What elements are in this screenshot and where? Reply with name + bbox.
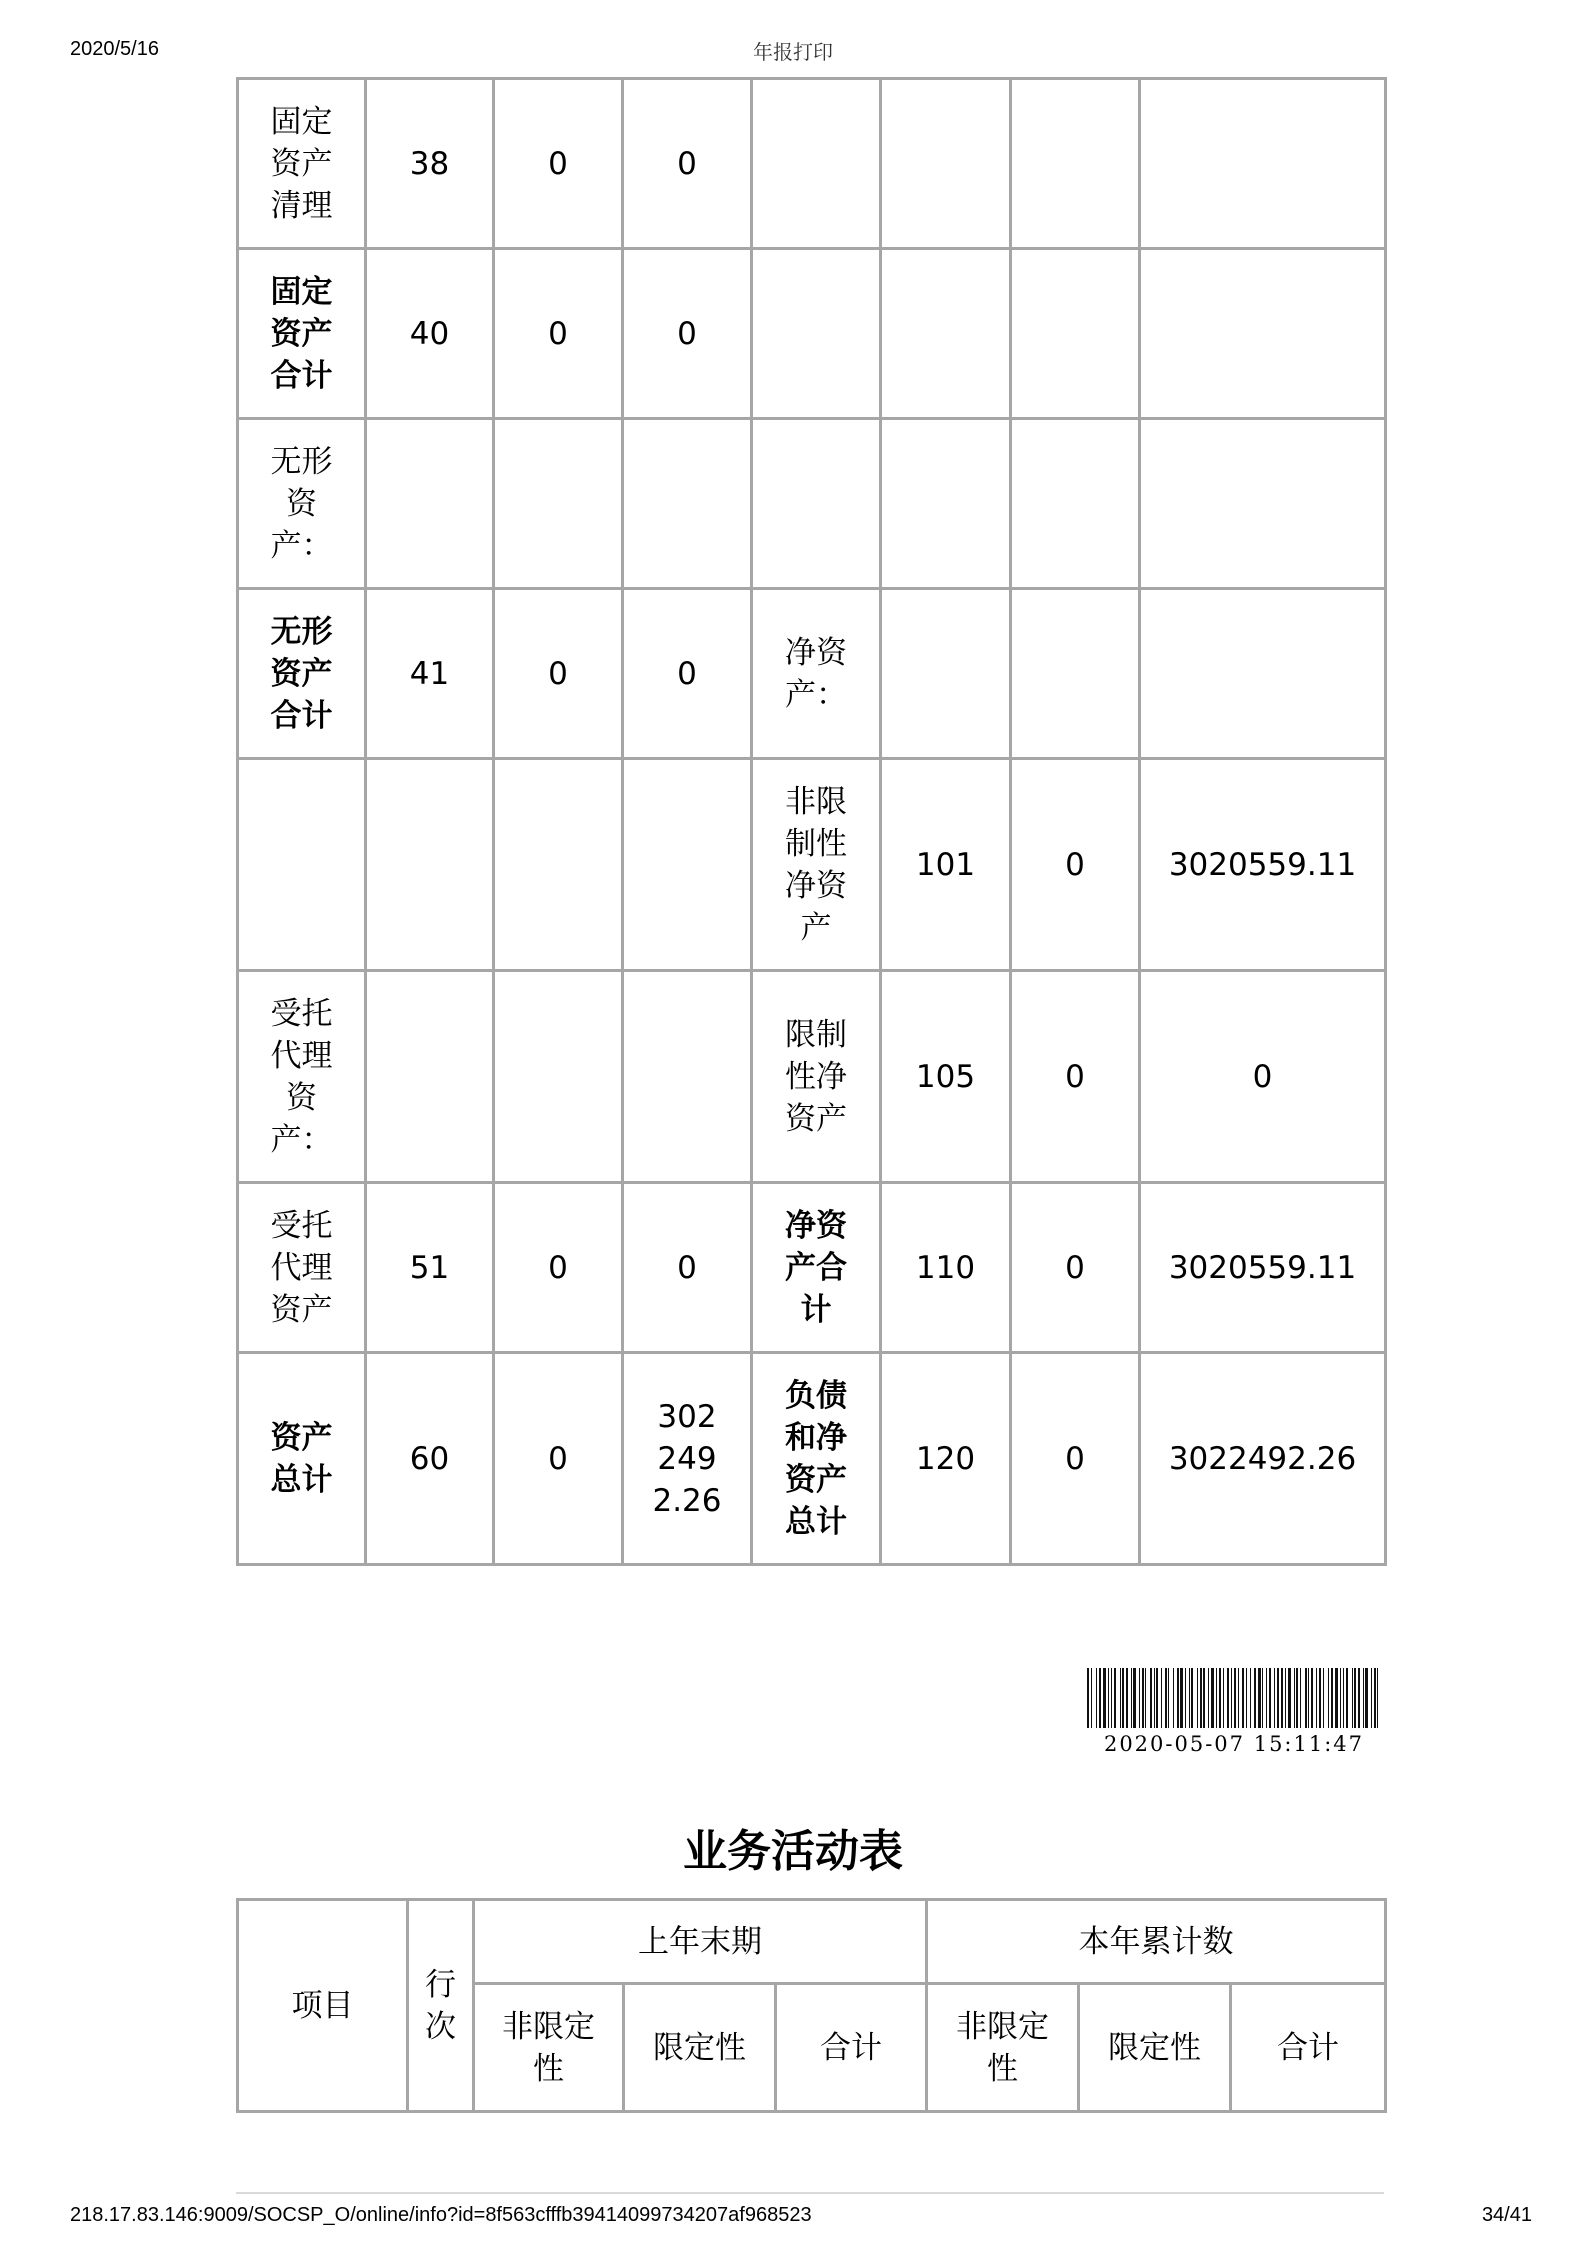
end-value-right	[1140, 419, 1386, 589]
col-item-header: 项目	[238, 1900, 408, 2112]
begin-value: 0	[494, 249, 623, 419]
line-number-right: 101	[881, 759, 1011, 971]
end-value	[623, 419, 752, 589]
end-value-right	[1140, 79, 1386, 249]
begin-value-right	[1011, 419, 1140, 589]
end-value: 0	[623, 79, 752, 249]
item-label-right: 净资产：	[752, 589, 881, 759]
end-value: 0	[623, 249, 752, 419]
begin-value-right: 0	[1011, 971, 1140, 1183]
prev-total-header: 合计	[776, 1984, 927, 2112]
curr-total-header: 合计	[1231, 1984, 1386, 2112]
item-label: 固定资产合计	[238, 249, 366, 419]
curr-unrestricted-header: 非限定性	[927, 1984, 1079, 2112]
line-number: 38	[366, 79, 494, 249]
begin-value: 0	[494, 589, 623, 759]
table-row	[238, 1353, 1386, 1565]
begin-value	[494, 759, 623, 971]
end-value: 0	[623, 1183, 752, 1353]
table-row	[238, 759, 1386, 971]
line-number-right	[881, 79, 1011, 249]
barcode-timestamp: 2020-05-07 15:11:47	[1103, 1732, 1365, 1756]
end-value	[623, 759, 752, 971]
end-value: 0	[623, 589, 752, 759]
line-number-right	[881, 419, 1011, 589]
item-label: 资产总计	[238, 1353, 366, 1565]
line-number	[366, 971, 494, 1183]
end-value: 3022492.26	[623, 1353, 752, 1565]
item-label-right: 净资产合计	[752, 1183, 881, 1353]
item-label	[238, 759, 366, 971]
end-value	[623, 971, 752, 1183]
begin-value: 0	[494, 1353, 623, 1565]
item-label: 无形资产：	[238, 419, 366, 589]
table-row	[238, 1183, 1386, 1353]
table-header-row	[238, 1900, 1386, 1984]
begin-value: 0	[494, 1183, 623, 1353]
table-row	[238, 419, 1386, 589]
item-label: 受托代理资产：	[238, 971, 366, 1183]
end-value-right: 3020559.11	[1140, 1183, 1386, 1353]
end-value-right: 3022492.26	[1140, 1353, 1386, 1565]
activity-table-title: 业务活动表	[683, 1826, 903, 1877]
begin-value-right	[1011, 589, 1140, 759]
end-value-right	[1140, 249, 1386, 419]
line-number: 40	[366, 249, 494, 419]
line-number-right	[881, 589, 1011, 759]
begin-value-right: 0	[1011, 1183, 1140, 1353]
line-number-right: 110	[881, 1183, 1011, 1353]
begin-value	[494, 971, 623, 1183]
begin-value-right: 0	[1011, 759, 1140, 971]
end-value-right: 3020559.11	[1140, 759, 1386, 971]
item-label-right: 非限制性净资产	[752, 759, 881, 971]
table-row	[238, 589, 1386, 759]
table-row	[238, 249, 1386, 419]
col-group-current-year: 本年累计数	[927, 1900, 1386, 1984]
item-label: 无形资产合计	[238, 589, 366, 759]
prev-restricted-header: 限定性	[624, 1984, 776, 2112]
item-label-right	[752, 79, 881, 249]
line-number-right	[881, 249, 1011, 419]
line-number	[366, 419, 494, 589]
line-number-right: 105	[881, 971, 1011, 1183]
begin-value-right	[1011, 249, 1140, 419]
line-number-right: 120	[881, 1353, 1011, 1565]
footer-page-number: 34/41	[1481, 2204, 1532, 2226]
col-group-prev-year: 上年末期	[474, 1900, 927, 1984]
activity-table	[236, 1898, 1387, 2113]
footer-divider	[236, 2192, 1384, 2194]
end-value-right	[1140, 589, 1386, 759]
line-number	[366, 759, 494, 971]
balance-sheet-table	[236, 77, 1387, 1566]
table-row	[238, 79, 1386, 249]
begin-value-right	[1011, 79, 1140, 249]
curr-restricted-header: 限定性	[1079, 1984, 1231, 2112]
print-title: 年报打印	[753, 40, 833, 64]
prev-unrestricted-header: 非限定性	[474, 1984, 624, 2112]
footer-url: 218.17.83.146:9009/SOCSP_O/online/info?id=8f563cfffb39414099734207af968523	[70, 2204, 812, 2226]
col-line-header: 行次	[408, 1900, 474, 2112]
item-label: 受托代理资产	[238, 1183, 366, 1353]
table-row	[238, 971, 1386, 1183]
item-label-right: 负债和净资产总计	[752, 1353, 881, 1565]
print-date: 2020/5/16	[70, 38, 159, 60]
begin-value-right: 0	[1011, 1353, 1140, 1565]
barcode-image	[1087, 1668, 1381, 1728]
end-value-right: 0	[1140, 971, 1386, 1183]
item-label-right: 限制性净资产	[752, 971, 881, 1183]
line-number: 41	[366, 589, 494, 759]
line-number: 60	[366, 1353, 494, 1565]
line-number: 51	[366, 1183, 494, 1353]
item-label-right	[752, 249, 881, 419]
begin-value	[494, 419, 623, 589]
item-label-right	[752, 419, 881, 589]
item-label: 固定资产清理	[238, 79, 366, 249]
begin-value: 0	[494, 79, 623, 249]
